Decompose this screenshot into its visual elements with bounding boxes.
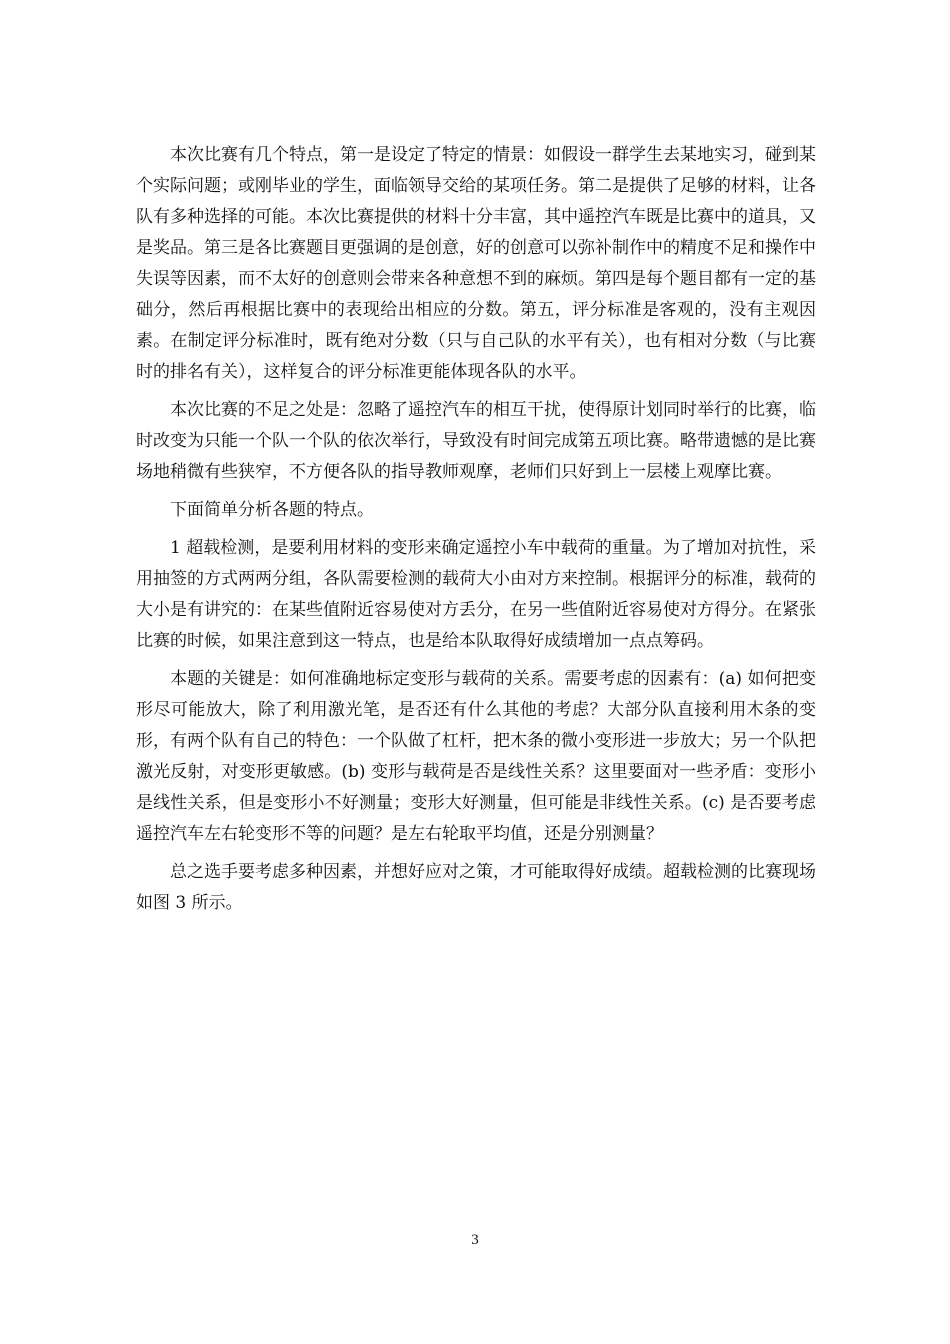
paragraph-key-points: 本题的关键是：如何准确地标定变形与载荷的关系。需要考虑的因素有：(a) 如何把变形尽可能放大，除了利用激光笔，是否还有什么其他的考虑？大部分队直接利用木条的变形，有两个队有自己的特色：一个队做了杠杆，把木条的微小变形进一步放大；另一个队把激光反射，对变形更敏感。(b) 变形与载荷是否是线性关系？这里要面对一些矛盾：变形小是线性关系，但是变形小不好测量；变形大好测量，但可能是非线性关系。(c) 是否要考虑遥控汽车左右轮变形不等的问题？是左右轮取平均值，还是分别测量？ (136, 669, 816, 844)
document-body (136, 140, 816, 926)
paragraph-summary: 总之选手要考虑多种因素，并想好应对之策，才可能取得好成绩。超载检测的比赛现场如图 3 所示。 (136, 862, 816, 913)
paragraph-intro-analysis: 下面简单分析各题的特点。 (170, 500, 374, 520)
page-number: 3 (471, 1232, 479, 1248)
paragraph-features: 本次比赛有几个特点，第一是设定了特定的情景：如假设一群学生去某地实习，碰到某个实际问题；或刚毕业的学生，面临领导交给的某项任务。第二是提供了足够的材料，让各队有多种选择的可能。本次比赛提供的材料十分丰富，其中遥控汽车既是比赛中的道具，又是奖品。第三是各比赛题目更强调的是创意，好的创意可以弥补制作中的精度不足和操作中失误等因素，而不太好的创意则会带来各种意想不到的麻烦。第四是每个题目都有一定的基础分，然后再根据比赛中的表现给出相应的分数。第五，评分标准是客观的，没有主观因素。在制定评分标准时，既有绝对分数（只与自己队的水平有关），也有相对分数（与比赛时的排名有关），这样复合的评分标准更能体现各队的水平。 (136, 145, 816, 382)
paragraph-shortcomings: 本次比赛的不足之处是：忽略了遥控汽车的相互干扰，使得原计划同时举行的比赛，临时改变为只能一个队一个队的依次举行，导致没有时间完成第五项比赛。略带遗憾的是比赛场地稍微有些狭窄，不方便各队的指导教师观摩，老师们只好到上一层楼上观摩比赛。 (136, 400, 816, 482)
paragraph-overload-detection: 1 超载检测，是要利用材料的变形来确定遥控小车中载荷的重量。为了增加对抗性，采用抽签的方式两两分组，各队需要检测的载荷大小由对方来控制。根据评分的标准，载荷的大小是有讲究的：在某些值附近容易使对方丢分，在另一些值附近容易使对方得分。在紧张比赛的时候，如果注意到这一特点，也是给本队取得好成绩增加一点点筹码。 (136, 538, 816, 651)
